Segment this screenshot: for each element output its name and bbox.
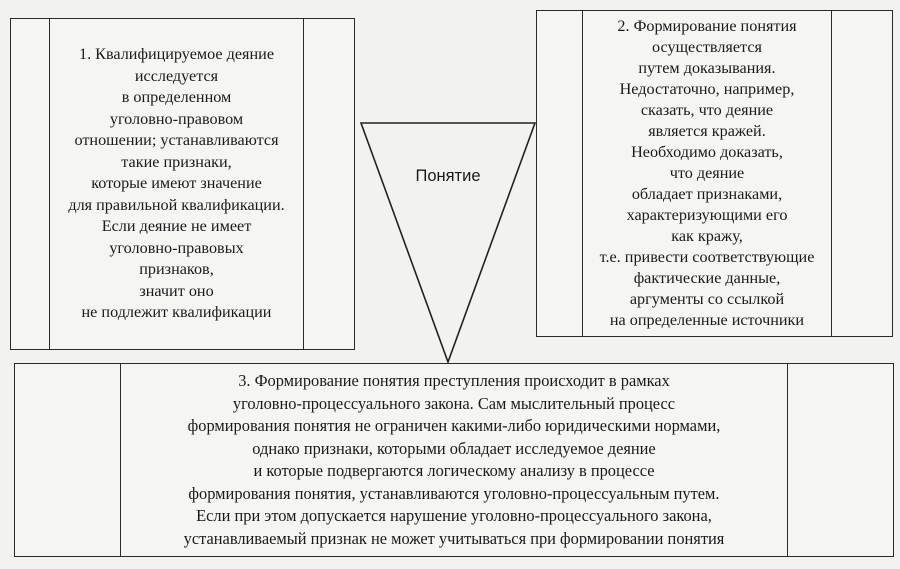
box-procedural-law-inner [120, 363, 788, 557]
box-proof-inner [582, 10, 832, 337]
box-proof [536, 10, 893, 337]
box-procedural-law-text: 3. Формирование понятия преступления происходит в рамках уголовно-процессуального закона. Сам мыслительный процесс формирования понятия не ограничен какими-либо юридическими нормами, однако признаки, которыми обладает исследуемое деяние и которые подвергаются логическому анализу в процессе формирования понятия, устанавливаются уголовно-процессуальным путем. Если при этом допускается нарушение уголовно-процессуального закона, устанавливаемый признак не может учитываться при формировании понятия [183, 371, 725, 548]
box-procedural-law [14, 363, 894, 557]
concept-label: Понятие [415, 167, 481, 185]
box-qualification [10, 18, 355, 350]
box-proof-text: 2. Формирование понятия осуществляется путем доказывания. Недостаточно, например, сказать, что деяние является кражей. Необходимо доказать, что деяние обладает признаками, характеризующими его как кражу, т.е. привести соответствующие фактические данные, аргументы со ссылкой на определенные источники [599, 17, 815, 329]
box-qualification-inner [49, 18, 304, 350]
box-qualification-text: 1. Квалифицируемое деяние исследуется в определенном уголовно-правовом отношении; устанавливаются такие признаки, которые имеют значение для правильной квалификации. Если деяние не имеет уголовно-правовых признаков, значит оно не подлежит квалификации [68, 45, 285, 322]
